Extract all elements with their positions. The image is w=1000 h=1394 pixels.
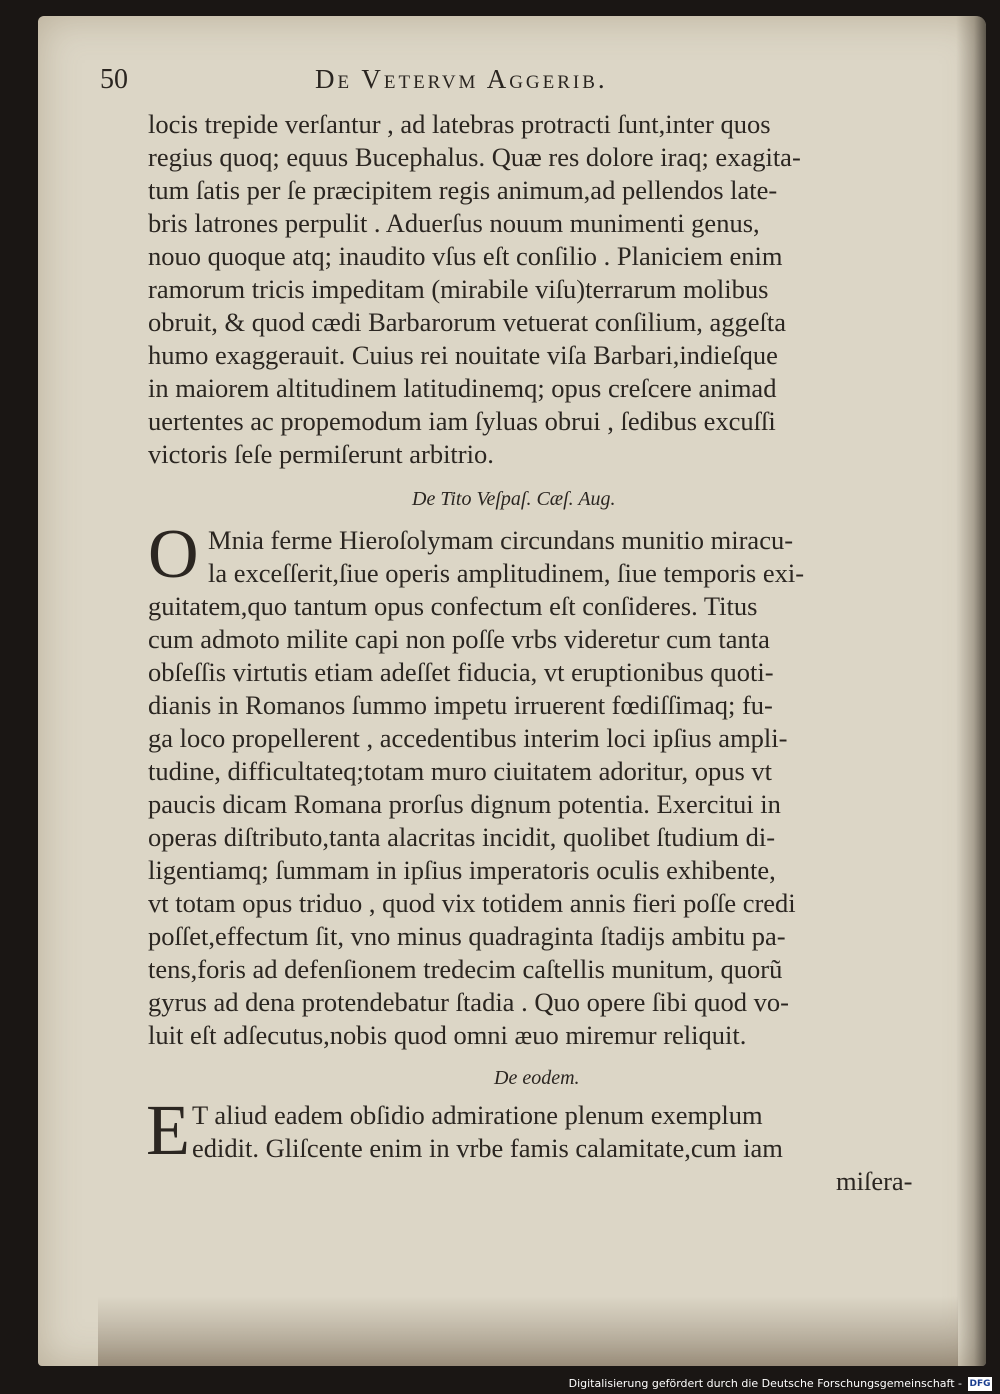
text-line: humo exaggerauit. Cuius rei nouitate viſa Barbari,indieſque xyxy=(148,340,778,370)
text-line: guitatem,quo tantum opus confectum eſt conſideres. Titus xyxy=(148,591,758,621)
text-line: uertentes ac propemodum iam ſyluas obrui , ſedibus excuſſi xyxy=(148,406,776,436)
text-line: ramorum tricis impeditam (mirabile viſu)terrarum molibus xyxy=(148,274,769,304)
text-line: luit eſt adſecutus,nobis quod omni æuo miremur reliquit. xyxy=(148,1020,747,1050)
text-line: tudine, difficultateq;totam muro ciuitatem adoritur, opus vt xyxy=(148,756,773,786)
text-line: edidit. Gliſcente enim in vrbe famis calamitate,cum iam xyxy=(192,1133,783,1163)
text-line: operas diſtributo,tanta alacritas incidit, quolibet ſtudium di- xyxy=(148,822,776,852)
catchword: miſera- xyxy=(836,1166,913,1196)
text-line: nouo quoque atq; inaudito vſus eſt conſilio . Planiciem enim xyxy=(148,241,783,271)
dfg-logo: DFG xyxy=(969,1379,991,1389)
text-line: ga loco propellerent , accedentibus interim loci ipſius ampli- xyxy=(148,723,788,753)
text-line: gyrus ad dena protendebatur ſtadia . Quo opere ſibi quod vo- xyxy=(148,987,789,1017)
text-line: cum admoto milite capi non poſſe vrbs videretur cum tanta xyxy=(148,624,770,654)
text-line: T aliud eadem obſidio admiratione plenum exemplum xyxy=(192,1100,763,1130)
section-heading: De Tito Veſpaſ. Cæſ. Aug. xyxy=(412,488,616,510)
text-line: dianis in Romanos ſummo impetu irruerent fœdiſſimaq; fu- xyxy=(148,690,773,720)
section-heading: De eodem. xyxy=(494,1067,580,1089)
text-line: in maiorem altitudinem latitudinemq; opus creſcere animad xyxy=(148,373,777,403)
text-line: bris latrones perpulit . Aduerſus nouum munimenti genus, xyxy=(148,208,760,238)
text-line: victoris ſeſe permiſerunt arbitrio. xyxy=(148,439,494,469)
drop-cap: O xyxy=(148,516,199,593)
running-title: De Vetervm Aggerib. xyxy=(315,64,608,94)
page-stain xyxy=(98,1296,958,1366)
text-line: regius quoq; equus Bucephalus. Quæ res dolore iraq; exagita- xyxy=(148,142,801,172)
drop-cap: E xyxy=(146,1090,190,1170)
text-line: tens,foris ad defenſionem tredecim caſtellis munitum, quorũ xyxy=(148,954,783,984)
text-line: vt totam opus triduo , quod vix totidem annis fieri poſſe credi xyxy=(148,888,796,918)
text-line: tum ſatis per ſe præcipitem regis animum,ad pellendos late- xyxy=(148,175,778,205)
text-line: paucis dicam Romana prorſus dignum potentia. Exercitui in xyxy=(148,789,781,819)
page-fold-shadow xyxy=(956,16,986,1366)
text-line: poſſet,effectum ſit, vno minus quadraginta ſtadijs ambitu pa- xyxy=(148,921,786,951)
text-line: ligentiamq; ſummam in ipſius imperatoris oculis exhibente, xyxy=(148,855,776,885)
page-number: 50 xyxy=(100,64,128,95)
digitization-credit: Digitalisierung gefördert durch die Deutsche Forschungsgemeinschaft - xyxy=(568,1377,962,1390)
text-line: Mnia ferme Hieroſolymam circundans munitio miracu- xyxy=(208,525,794,555)
text-line: locis trepide verſantur , ad latebras protracti ſunt,inter quos xyxy=(148,109,771,139)
text-line: la exceſſerit,ſiue operis amplitudinem, ſiue temporis exi- xyxy=(208,558,805,588)
text-line: obruit, & quod cædi Barbarorum vetuerat conſilium, aggeſta xyxy=(148,307,787,337)
text-line: obſeſſis virtutis etiam adeſſet fiducia, vt eruptionibus quoti- xyxy=(148,657,774,687)
running-head xyxy=(100,62,740,102)
